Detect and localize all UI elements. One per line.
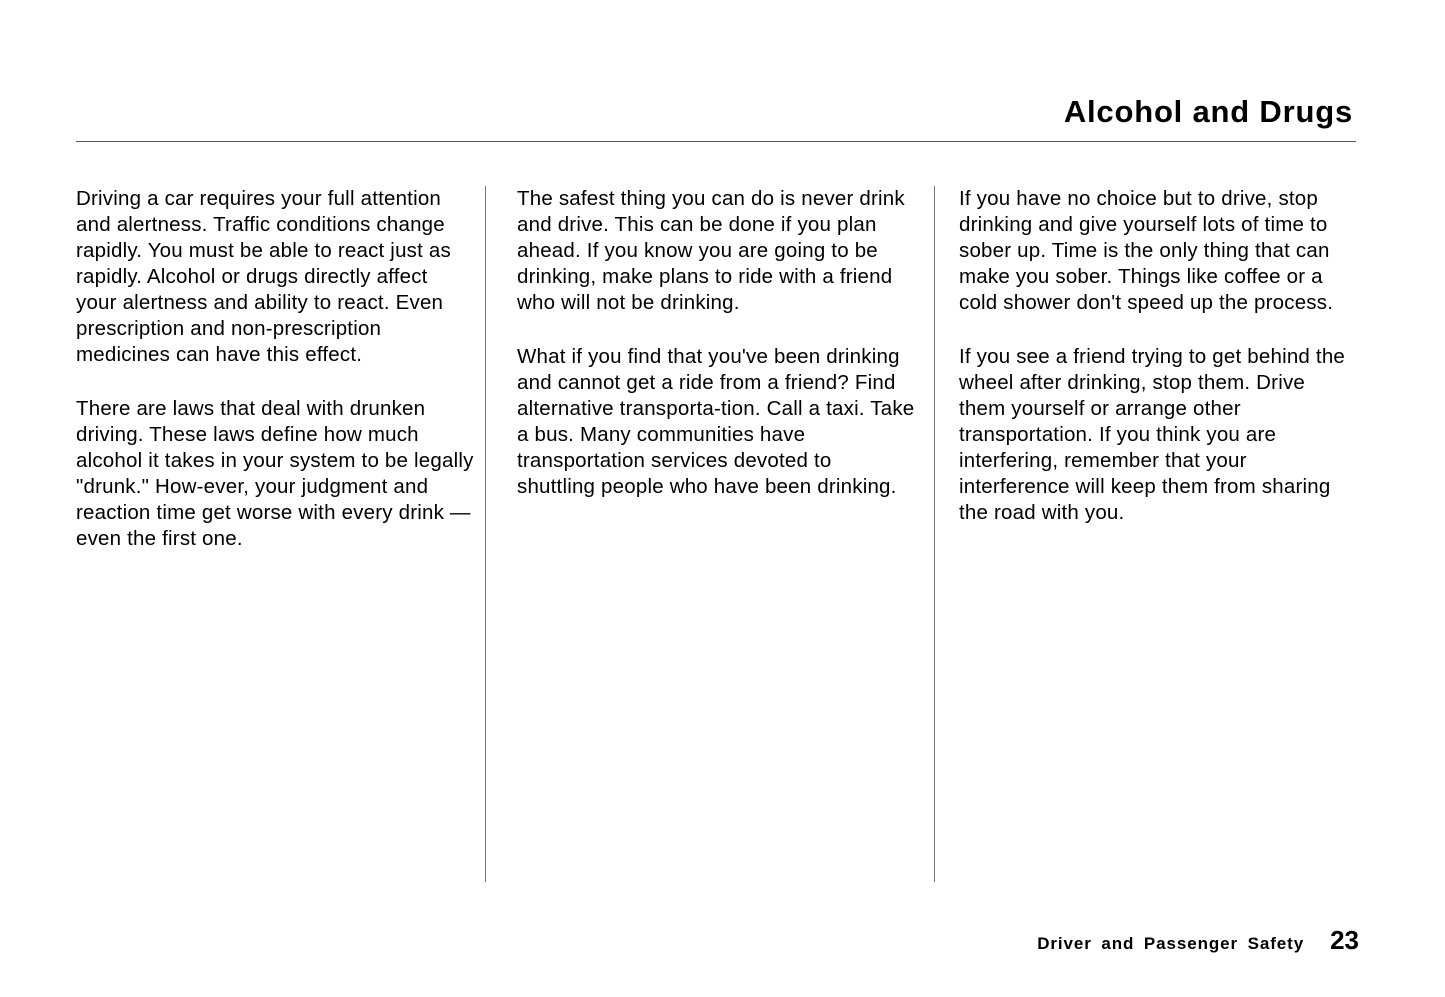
page-title: Alcohol and Drugs — [1063, 94, 1353, 129]
text-column-1 — [76, 186, 474, 580]
paragraph: The safest thing you can do is never drink and drive. This can be done if you plan ahead. If you know you are going to be drinking, make plans to ride with a friend who will not be drinking. — [517, 187, 905, 314]
column-divider — [485, 186, 486, 882]
text-column-3 — [959, 186, 1357, 554]
column-divider — [934, 186, 935, 882]
paragraph: Driving a car requires your full attention and alertness. Traffic conditions change rapidly. You must be able to react just as rapidly. Alcohol or drugs directly affect your alertness and ability to react. Even prescription and non-prescription medicines can have this effect. — [76, 187, 451, 366]
page-footer — [1037, 925, 1359, 956]
paragraph: If you have no choice but to drive, stop drinking and give yourself lots of time to sober up. Time is the only thing that can make you sober. Things like coffee or a cold shower don't speed up the process. — [959, 187, 1334, 314]
title-divider — [76, 141, 1356, 142]
text-column-2 — [517, 186, 915, 528]
page-number: 23 — [1330, 925, 1359, 955]
section-name: Driver and Passenger Safety — [1037, 934, 1305, 953]
paragraph: If you see a friend trying to get behind the wheel after drinking, stop them. Drive them yourself or arrange other transportation. If you think you are interfering, remember that your interference will keep them from sharing the road with you. — [959, 345, 1346, 524]
paragraph: What if you find that you've been drinking and cannot get a ride from a friend? Find alternative transporta-tion. Call a taxi. Take a bus. Many communities have transportation services devoted to shuttling people who have been drinking. — [517, 345, 915, 498]
paragraph: There are laws that deal with drunken driving. These laws define how much alcohol it takes in your system to be legally "drunk." How-ever, your judgment and reaction time get worse with every drink — even the first one. — [76, 397, 474, 550]
